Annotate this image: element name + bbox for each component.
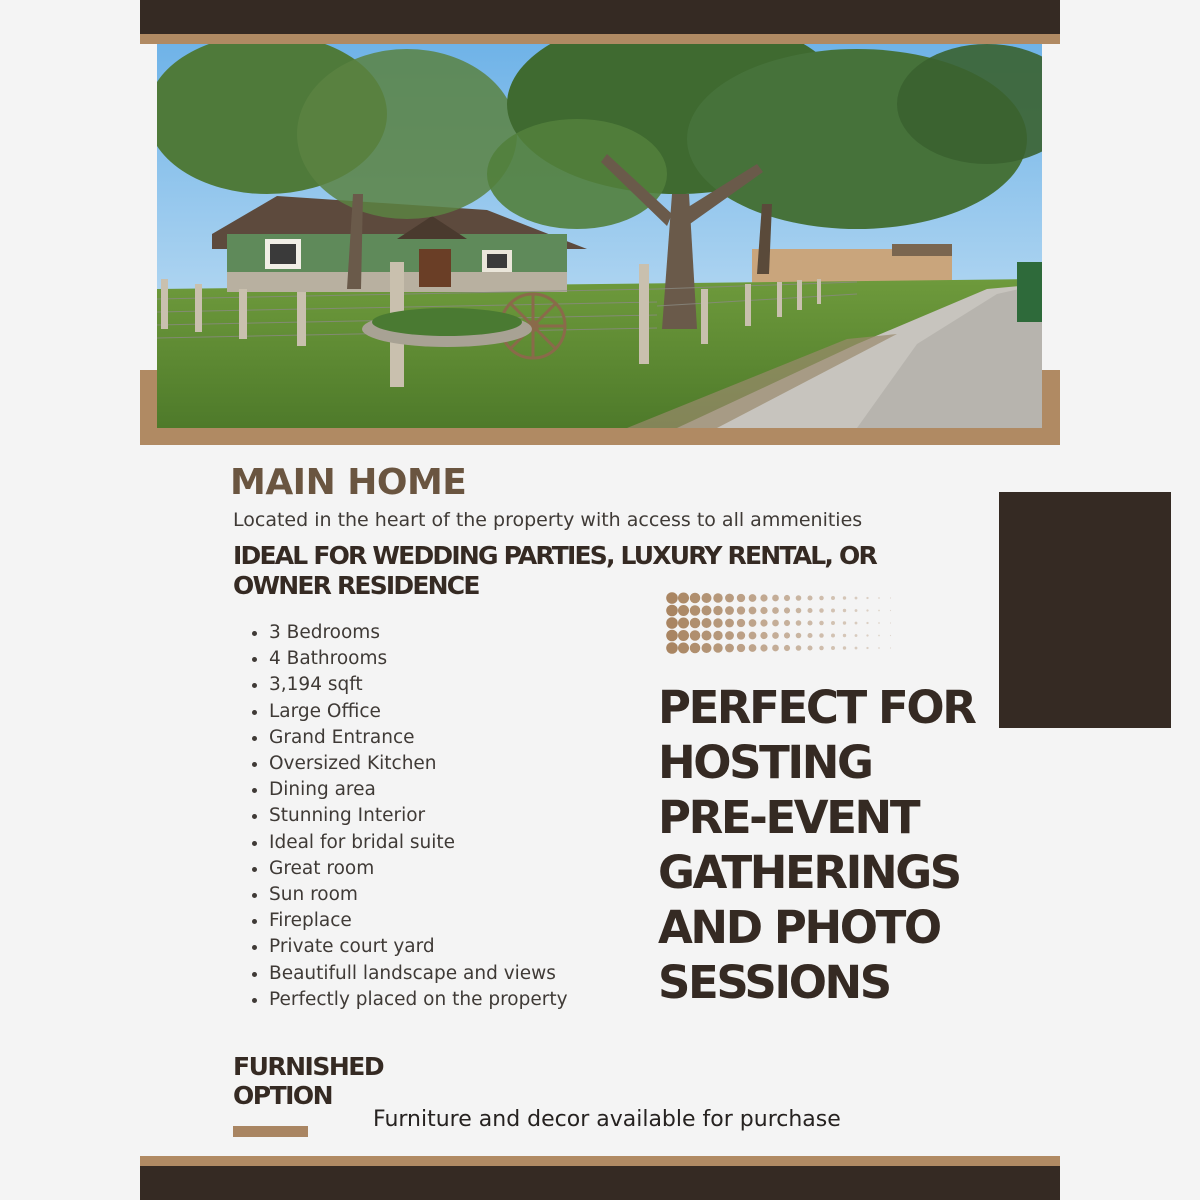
feature-item: • Beautifull landscape and views — [269, 961, 568, 987]
feature-item: • Great room — [269, 856, 568, 882]
feature-item: • Dining area — [269, 777, 568, 803]
house-photo — [157, 44, 1042, 428]
feature-item: • 3,194 sqft — [269, 672, 568, 698]
feature-item: • 4 Bathrooms — [269, 646, 568, 672]
feature-item: • Stunning Interior — [269, 803, 568, 829]
bottom-dark-band — [140, 1166, 1060, 1200]
feature-item: • Perfectly placed on the property — [269, 987, 568, 1013]
decorative-dark-block — [999, 492, 1171, 728]
features-list — [248, 620, 568, 1013]
feature-item: • Ideal for bridal suite — [269, 830, 568, 856]
accent-bar — [233, 1126, 308, 1137]
feature-item: • Private court yard — [269, 934, 568, 960]
top-dark-band — [140, 0, 1060, 34]
top-tan-band — [140, 34, 1060, 44]
feature-item: • 3 Bedrooms — [269, 620, 568, 646]
subtitle: Located in the heart of the property with access to all ammenities — [233, 509, 863, 531]
furnished-description: Furniture and decor available for purchase — [373, 1107, 841, 1132]
feature-item: • Fireplace — [269, 908, 568, 934]
tagline-heading: IDEAL FOR WEDDING PARTIES, LUXURY RENTAL, OR OWNER RESIDENCE — [233, 541, 876, 600]
feature-item: • Oversized Kitchen — [269, 751, 568, 777]
main-title: MAIN HOME — [230, 462, 467, 503]
halftone-dots-decoration — [666, 592, 898, 654]
bottom-tan-band — [140, 1156, 1060, 1166]
callout-heading: PERFECT FOR HOSTING PRE-EVENT GATHERINGS AND PHOTO SESSIONS — [658, 681, 975, 1009]
feature-item: • Sun room — [269, 882, 568, 908]
feature-item: • Large Office — [269, 699, 568, 725]
furnished-heading: FURNISHED OPTION — [233, 1052, 384, 1110]
feature-item: • Grand Entrance — [269, 725, 568, 751]
